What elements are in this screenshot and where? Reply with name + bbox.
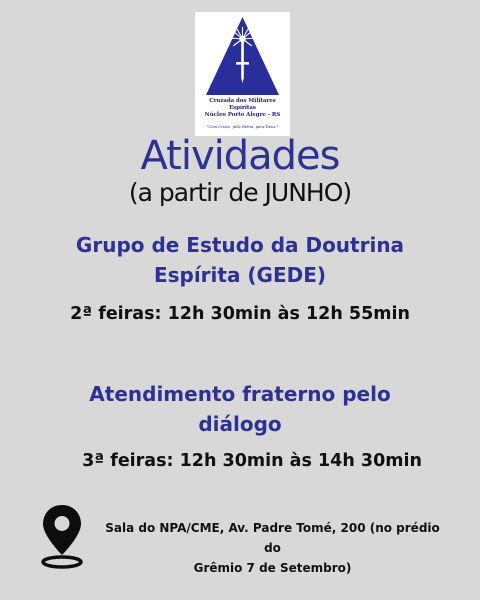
page-subtitle: (a partir de JUNHO) (128, 178, 352, 207)
activity-2-schedule: 3ª feiras: 12h 30min às 14h 30min (82, 451, 422, 471)
location-address-line2: Grêmio 7 de Setembro) (193, 561, 352, 575)
logo-motto: "Com Cristo, pela Pátria, para Deus." (206, 124, 279, 129)
activity-2-name (30, 379, 450, 439)
activity-1-name (30, 230, 450, 290)
activity-1-name-line1: Grupo de Estudo da Doutrina (75, 233, 405, 257)
activity-1-schedule: 2ª feiras: 12h 30min às 12h 55min (70, 304, 410, 324)
page-title: Atividades (140, 133, 340, 179)
logo-name: Cruzada dos Militares Espíritas (209, 98, 276, 111)
sword-triangle-emblem-icon (203, 15, 282, 97)
activity-2-name-line1: Atendimento fraterno pelo (89, 382, 391, 406)
activity-2-name-line2: diálogo (198, 412, 282, 436)
logo-subtitle: Núcleo Porto Alegre - RS (204, 112, 281, 118)
location-address-line1: Sala do NPA/CME, Av. Padre Tomé, 200 (no prédio do (105, 521, 440, 555)
location-address (100, 518, 445, 578)
map-pin-icon (40, 503, 84, 569)
activity-1-name-line2: Espírita (GEDE) (153, 263, 327, 287)
logo (195, 12, 290, 136)
